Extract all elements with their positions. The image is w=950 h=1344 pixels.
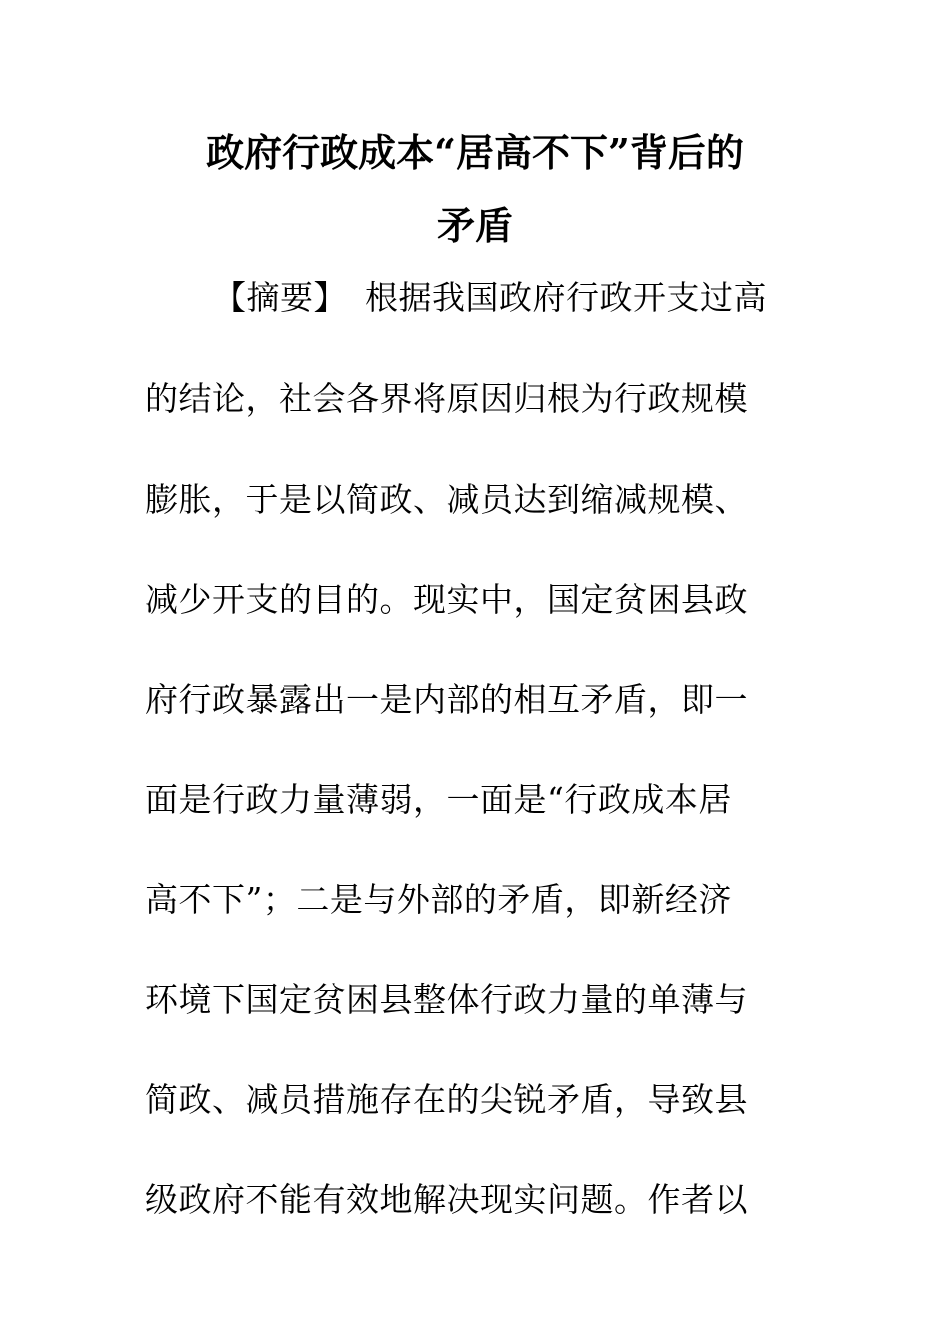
abstract-label: 【摘要】 <box>213 278 347 317</box>
abstract-line-10: 级政府不能有效地解决现实问题。作者以 <box>145 1180 748 1219</box>
abstract-line-8: 环境下国定贫困县整体行政力量的单薄与 <box>145 980 748 1019</box>
abstract-line-6: 面是行政力量薄弱，一面是“行政成本居 <box>145 780 732 819</box>
abstract-first-line <box>213 280 767 316</box>
abstract-line-5: 府行政暴露出一是内部的相互矛盾，即一 <box>145 680 748 719</box>
document-title-line-2: 矛盾 <box>436 203 513 248</box>
document-title-line-1: 政府行政成本“居高不下”背后的 <box>206 130 744 175</box>
abstract-line-3: 膨胀，于是以简政、减员达到缩减规模、 <box>145 480 748 519</box>
abstract-line-7: 高不下”；二是与外部的矛盾，即新经济 <box>145 880 732 919</box>
abstract-line-1: 根据我国政府行政开支过高 <box>365 278 767 317</box>
abstract-line-2: 的结论，社会各界将原因归根为行政规模 <box>145 379 748 418</box>
abstract-line-4: 减少开支的目的。现实中，国定贫困县政 <box>145 580 748 619</box>
abstract-line-9: 简政、减员措施存在的尖锐矛盾，导致县 <box>145 1080 748 1119</box>
